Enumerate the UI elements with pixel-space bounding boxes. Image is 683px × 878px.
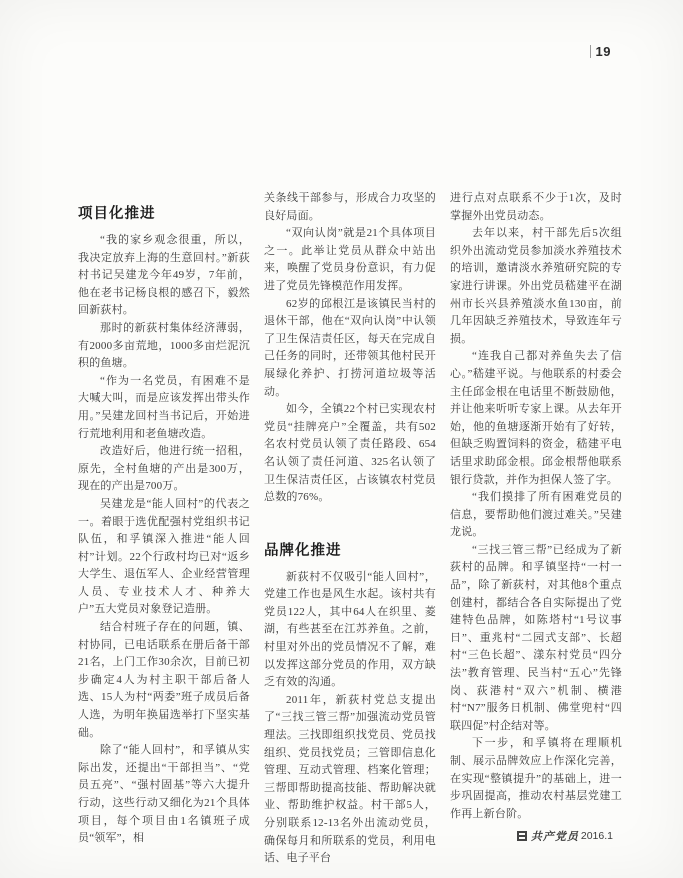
body-paragraph: 下一步，和孚镇将在理顺机制、展示品牌效应上作深化完善，在实现“整镇提升”的基础上，进一步巩固提高，推动农村基层党建工作再上新台阶。 — [450, 737, 622, 820]
body-paragraph: “连我自己都对养鱼失去了信心。”嵇建平说。与他联系的村委会主任邱金根在电话里不断鼓励他，并让他来听听专家上课。从去年开始，他的鱼塘逐渐开始有了好转，但缺乏购置饲料的资金，嵇建平电话里求助邱金根。邱金根帮他联系银行贷款，并作为担保人签了字。 — [450, 350, 622, 486]
body-paragraph: 62岁的邱根江是该镇民当村的退休干部，他在“双向认岗”中认领了卫生保洁责任区，每天在完成自己任务的同时，还带领其他村民开展绿化养护、打捞河道垃圾等活动。 — [264, 297, 436, 398]
page-number: 19 — [595, 44, 611, 59]
body-paragraph: “三找三管三帮”已经成为了新荻村的品牌。和孚镇坚持“一村一品”，除了新荻村，对其他8个重点创建村，都结合各自实际提出了党建特色品牌，如陈塔村“1号议事日”、重兆村“二园式支部”、长超村“三色长超”、漾东村党员“四分法”教育管理、民当村“五心”先锋岗、荻港村“双六”机制、横港村“N7”服务日机制、佛堂兜村“四联四促”村企结对等。 — [450, 543, 622, 732]
body-paragraph: 吴建龙是“能人回村”的代表之一。着眼于选优配强村党组织书记队伍，和孚镇深入推进“能人回村”计划。22个行政村均已对“返乡大学生、退伍军人、企业经营管理人员、专业技术人才、种养大户”五大党员对象登记造册。 — [78, 497, 250, 616]
article-column-1 — [78, 190, 250, 868]
magazine-footer — [517, 828, 613, 844]
body-paragraph: 改造好后，他进行统一招租，原先，全村鱼塘的产出是300万，现在的产出是700万。 — [78, 445, 250, 493]
body-paragraph: 除了“能人回村”，和孚镇从实际出发，还提出“干部担当”、“党员五亮”、“强村固基”等六大提升行动，这些行动又细化为21个具体项目，每个项目由1名镇班子成员“领军”，相 — [78, 744, 250, 845]
issue-number: 2016.1 — [580, 830, 613, 842]
magazine-title: 共产党员 — [530, 831, 579, 843]
body-paragraph: 那时的新荻村集体经济薄弱，有2000多亩荒地，1000多亩烂泥沉积的鱼塘。 — [78, 321, 250, 370]
body-paragraph: 新荻村不仅吸引“能人回村”，党建工作也是风生水起。该村共有党员122人，其中64人在织里、菱湖，有些甚至在江苏养鱼。之前，村里对外出的党员情况不了解，难以发挥这部分党员的作用，双方缺乏有效的沟通。 — [264, 570, 436, 689]
article-column-2 — [264, 190, 436, 868]
body-paragraph: 去年以来，村干部先后5次组织外出流动党员参加淡水养殖技术的培训，邀请淡水养殖研究院的专家进行讲课。外出党员嵇建平在湖州市长兴县养殖淡水鱼130亩，前几年因缺乏养殖技术，导致连年亏损。 — [450, 227, 622, 345]
article-column-3 — [450, 190, 622, 868]
section-heading: 品牌化推进 — [264, 542, 342, 559]
page-number-block — [590, 44, 611, 59]
body-paragraph: 2011年，新荻村党总支提出了“三找三管三帮”加强流动党员管理法。三找即组织找党员、党员找组织、党员找党员；三管即信息化管理、互动式管理、档案化管理；三帮即帮助提高技能、帮助解决就业、帮助维护权益。村干部5人，分别联系12-13名外出流动党员，确保每月和所联系的党员，利用电话、电子平台 — [264, 693, 436, 865]
magazine-logo-icon — [517, 831, 527, 841]
body-paragraph: “双向认岗”就是21个具体项目之一。此举让党员从群众中站出来，唤醒了党员身份意识，有力促进了党员先锋模范作用发挥。 — [264, 227, 436, 292]
section-heading: 项目化推进 — [78, 206, 156, 222]
body-paragraph: 关条线干部参与，形成合力攻坚的良好局面。 — [264, 192, 436, 222]
page-number-divider — [590, 45, 591, 58]
body-paragraph: 如今，全镇22个村已实现农村党员“挂牌亮户”全覆盖，共有502名农村党员认领了责任路段、654名认领了责任河道、325名认领了卫生保洁责任区，占该镇农村党员总数的76%。 — [264, 403, 436, 504]
body-paragraph: 进行点对点联系不少于1次，及时掌握外出党员动态。 — [450, 192, 622, 222]
body-paragraph: “我们摸排了所有困难党员的信息，要帮助他们渡过难关。”吴建龙说。 — [450, 491, 622, 539]
article-body — [78, 190, 623, 868]
body-paragraph: “我的家乡观念很重，所以，我决定放弃上海的生意回村。”新荻村书记吴建龙今年49岁，7年前，他在老书记杨良根的感召下，毅然回新荻村。 — [78, 234, 250, 317]
body-paragraph: “作为一名党员，有困难不是大喊大叫，而是应该发挥出带头作用。”吴建龙回村当书记后，开始进行荒地利用和老鱼塘改造。 — [78, 374, 250, 440]
body-paragraph: 结合村班子存在的问题，镇、村协同，已电话联系在册后备干部21名，上门工作30余次，目前已初步确定4人为村主职干部后备人选、15人为村“两委”班子成员后备人选，为明年换届选举打下坚实基础。 — [78, 621, 250, 739]
